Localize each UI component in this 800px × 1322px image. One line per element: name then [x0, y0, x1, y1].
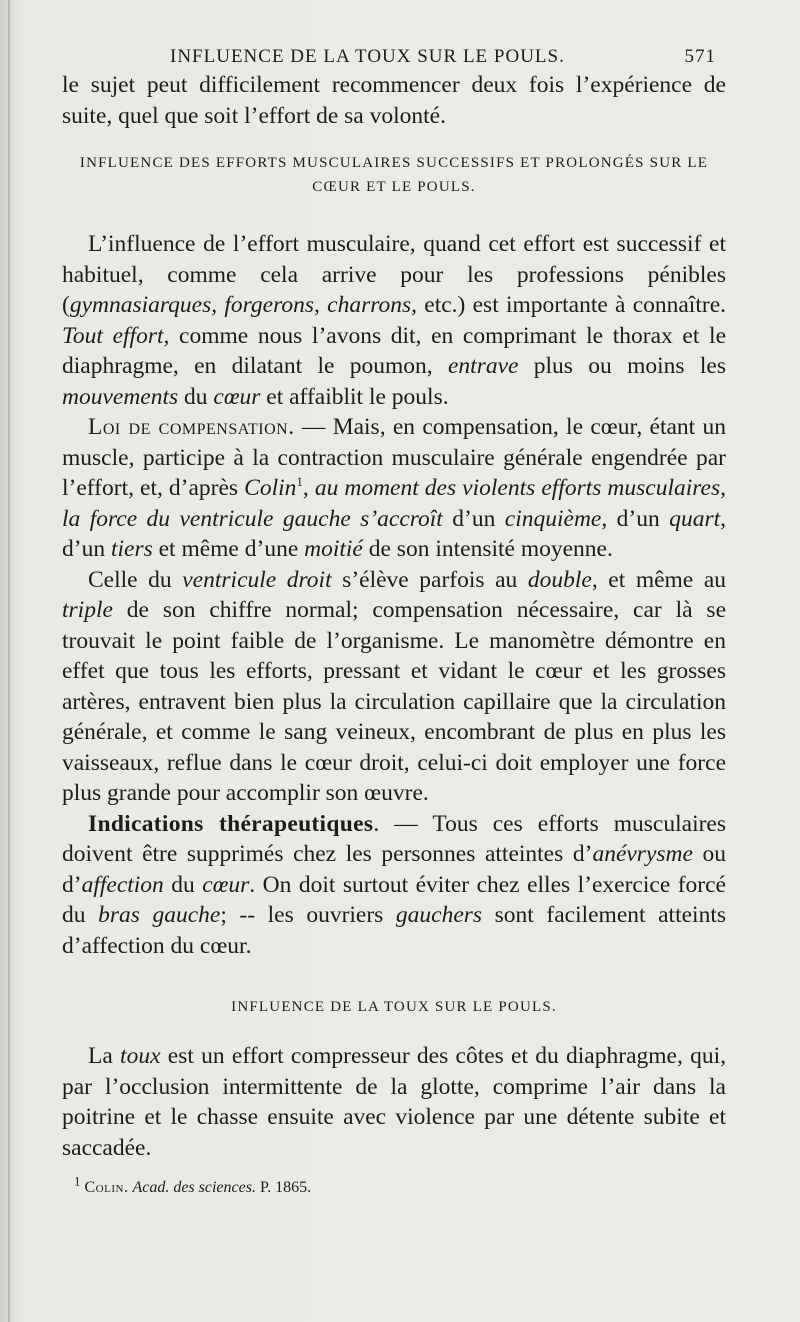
text-run: P. 1865.	[255, 1179, 312, 1196]
text-run: mouvements	[62, 383, 179, 410]
text-run: Colin	[244, 475, 297, 501]
text-run: ; -- les ouvriers	[220, 902, 396, 928]
text-run: 1	[74, 1173, 81, 1189]
text-run: Celle du	[88, 566, 183, 593]
text-run: , d’un	[62, 505, 727, 562]
text-run: de son intensité moyenne.	[362, 536, 613, 562]
running-head	[62, 40, 726, 70]
text-run: et affaiblit le pouls.	[260, 383, 449, 410]
text-run: anévrysme	[592, 841, 693, 867]
text-run: au moment des violents efforts musculaires, la force du ventricule gauche s’accroît	[62, 475, 727, 532]
footnote	[62, 1173, 726, 1199]
text-run: , et même au	[591, 566, 726, 593]
paragraph-toux	[62, 1041, 726, 1163]
page-number: 571	[684, 46, 716, 67]
text-run: La	[88, 1043, 121, 1069]
text-run: est un effort compresseur des côtes et du diaphragme, qui, par l’occlusion intermittente de la glotte, comprime l’air dans la poitrine et le chasse ensuite avec violence par une détente subite et saccadée.	[62, 1043, 726, 1161]
text-run: entrave	[447, 353, 519, 379]
paragraph-loi-compensation	[62, 412, 726, 565]
text-run: affection	[81, 871, 164, 898]
text-run: gymnasiarques, forgerons, charrons,	[69, 292, 418, 318]
text-run: double	[527, 566, 592, 593]
text-run: et même d’une	[152, 536, 305, 562]
text-run: de son chiffre normal; compensation nécessaire, car là se trouvait le point faible de l’organisme. Le manomètre démontre en effet que tous les efforts, pressant et vidant le cœur et les grosses artères, entravent bien plus la circulation capillaire que la circulation générale, et comme le sang veineux, encombrant de plus en plus les vaisseaux, reflue dans le cœur droit, celui-ci doit employer une force plus grande pour accomplir son œuvre.	[62, 597, 726, 806]
paragraph-effort-influence	[62, 229, 726, 412]
text-run: triple	[62, 597, 113, 623]
paragraph-ventricule-droit	[62, 565, 726, 809]
text-run: Colin.	[84, 1179, 129, 1196]
text-run: sont facilement atteints d’affection du cœur.	[62, 902, 726, 959]
text-run: ,	[302, 475, 315, 501]
text-run: comme nous l’avons dit, en comprimant le thorax et le diaphragme, en dilatant le poumon,	[62, 322, 726, 379]
text-run: toux	[120, 1043, 161, 1069]
text-run: ou d’	[62, 841, 727, 898]
text-run: etc.) est importante à connaître.	[417, 292, 726, 318]
text-run: plus ou moins les	[518, 353, 727, 379]
section-heading-toux: INFLUENCE DE LA TOUX SUR LE POULS.	[231, 999, 557, 1015]
text-run: . — Tous ces efforts musculaires doivent être supprimés chez les personnes atteintes d’	[62, 810, 727, 867]
text-run: gauchers	[395, 902, 483, 928]
text-run: cœur	[202, 871, 250, 898]
text-run: L’influence de l’effort musculaire, quand cet effort est successif et habituel, comme cela arrive pour les professions pénibles (	[62, 231, 726, 318]
text-run: moitié	[304, 536, 363, 562]
text-run: , d’un	[601, 505, 670, 532]
text-run: tiers	[110, 536, 153, 562]
text-run: Tout effort,	[62, 322, 170, 349]
text-run: — Mais, en compensation, le cœur, étant un muscle, participe à la contraction musculaire générale engendrée par l’effort, et, d’après	[62, 414, 726, 501]
text-run: du	[178, 383, 214, 410]
text-run: . On doit surtout éviter chez elles l’exercice forcé du	[62, 871, 726, 928]
running-head-title: INFLUENCE DE LA TOUX SUR LE POULS.	[170, 46, 565, 67]
page-text-block	[62, 40, 726, 1199]
text-run: Acad. des sciences.	[132, 1179, 256, 1196]
text-run: cœur	[213, 383, 261, 410]
text-run: cinquième	[504, 505, 602, 532]
text-run: ventricule droit	[182, 566, 332, 593]
text-run: bras gauche	[98, 902, 221, 928]
text-run: s’élève parfois au	[331, 566, 528, 593]
text-run: Indications thérapeutiques	[88, 810, 374, 837]
text-run: 1	[296, 474, 303, 490]
text-run: du	[163, 871, 203, 898]
section-heading-efforts: INFLUENCE DES EFFORTS MUSCULAIRES SUCCESSIFS ET PROLONGÉS SUR LE CŒUR ET LE POULS.	[79, 155, 709, 195]
page-spine-edge	[8, 0, 10, 1322]
text-run: d’un	[442, 505, 505, 532]
text-run: quart	[669, 505, 721, 532]
intro-paragraph	[62, 70, 726, 131]
paragraph-indications	[62, 809, 726, 962]
text-run: le sujet peut difficilement recommencer deux fois l’expérience de suite, quel que soit l’effort de sa volonté.	[62, 72, 726, 129]
text-run: Loi de compensation.	[88, 414, 295, 440]
